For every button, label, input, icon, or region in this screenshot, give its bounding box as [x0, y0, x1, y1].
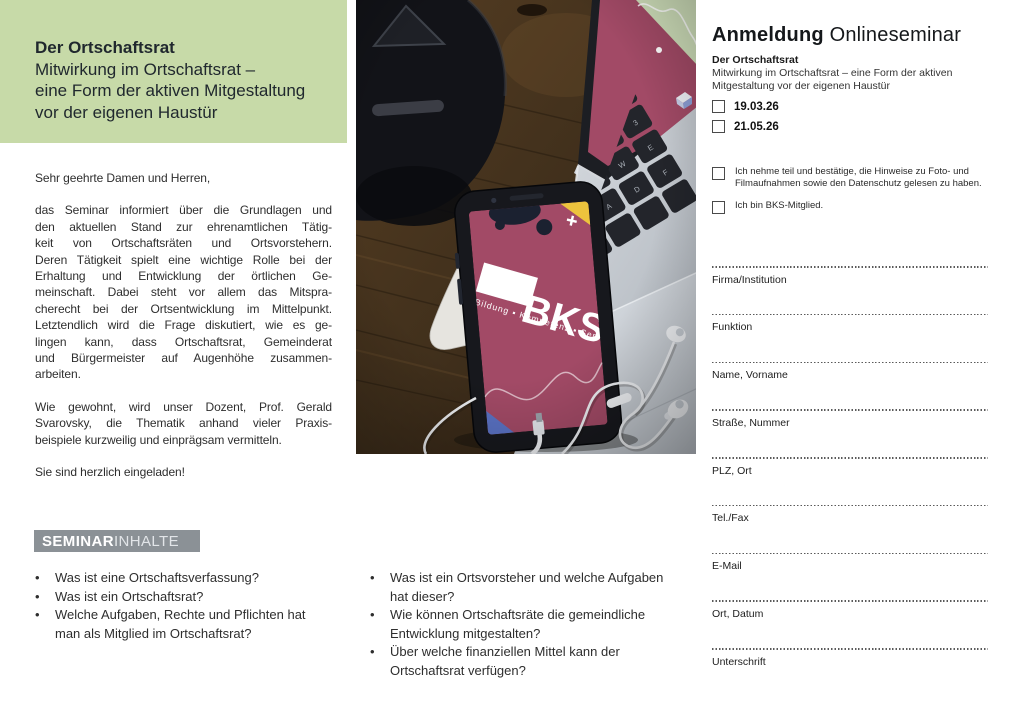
letter-line: meinschaft. Dabei steht vor allem das Mitspra- [35, 285, 332, 300]
form-field [712, 409, 988, 429]
field-write-line[interactable] [712, 505, 988, 507]
letter-line: Sie sind herzlich eingeladen! [35, 465, 185, 480]
heading-light: INHALTE [113, 532, 180, 550]
seminar-subtitle-line: eine Form der aktiven Mitgestaltung [35, 81, 306, 100]
form-field [712, 600, 988, 620]
date-checkbox[interactable] [712, 120, 725, 133]
letter-line: Wie gewohnt, wird unser Dozent, Prof. Gerald [35, 399, 332, 414]
form-seminar-subtitle: Mitwirkung im Ortschaftsrat – eine Form der aktiven Mitgestaltung vor der eigenen Haustür [712, 67, 953, 92]
field-write-line[interactable] [712, 600, 988, 602]
field-write-line[interactable] [712, 409, 988, 411]
letter-line: und Bürgermeister auf Augenhöhe zusammen- [35, 351, 332, 366]
desk-photo-illustration [356, 0, 696, 454]
field-label: E-Mail [712, 560, 742, 573]
form-field [712, 362, 988, 382]
field-label: PLZ, Ort [712, 464, 752, 477]
seminar-subtitle-line: vor der eigenen Haustür [35, 102, 218, 122]
seminar-header [0, 0, 347, 143]
seminar-subtitle [35, 59, 337, 124]
bullet-item: • Wie können Ortschaftsräte die gemeindliche Entwicklung mitgestalten? [368, 606, 680, 643]
field-label: Funktion [712, 321, 753, 334]
field-label: Straße, Nummer [712, 416, 790, 429]
seminar-topics-left [33, 569, 313, 643]
consent-label: Ich nehme teil und bestätige, die Hinweise zu Foto- und Filmaufnahmen sowie den Datenschutz gelesen zu haben. [735, 166, 982, 189]
date-checkbox[interactable] [712, 100, 725, 113]
form-title-bold: Anmeldung [712, 24, 824, 46]
letter-line: das Seminar informiert über die Grundlagen und [35, 203, 332, 218]
form-field [712, 648, 988, 668]
consent-option [712, 200, 982, 214]
field-label: Firma/Institution [712, 273, 787, 286]
date-option [712, 120, 779, 133]
date-option [712, 100, 779, 113]
heading-bold: SEMINAR [42, 532, 114, 550]
bullet-item: • Was ist eine Ortschaftsverfassung? [33, 569, 313, 588]
date-options [712, 100, 779, 140]
field-write-line[interactable] [712, 648, 988, 650]
date-label: 21.05.26 [734, 120, 779, 133]
registration-form [712, 0, 988, 725]
seminarinhalte-heading [34, 530, 200, 552]
letter-line: Erhaltung und Entwicklung der örtlichen Ge- [35, 269, 332, 284]
field-write-line[interactable] [712, 266, 988, 268]
form-title-regular: Onlineseminar [829, 24, 962, 46]
form-seminar-title: Der Ortschaftsrat [712, 54, 799, 66]
letter [35, 170, 332, 497]
seminar-title: Der Ortschaftsrat [35, 38, 175, 57]
letter-line: arbeiten. [35, 367, 81, 382]
form-field [712, 266, 988, 286]
letter-line: Svarovsky, die Thematik anhand vieler Praxis- [35, 416, 332, 431]
seminar-topics-right [368, 569, 680, 681]
desk-photo [356, 0, 696, 454]
letter-line: den aktuellen Stand zur ehrenamtlichen Tätig- [35, 219, 332, 234]
bullet-item: • Welche Aufgaben, Rechte und Pflichten hat man als Mitglied im Ortschaftsrat? [33, 606, 313, 643]
letter-line: Letztendlich wird die Frage diskutiert, wie es ge- [35, 318, 332, 333]
letter-line: cherecht bei der Ortsentwicklung im Mittelpunkt. [35, 301, 332, 316]
form-field [712, 457, 988, 477]
letter-paragraph [35, 202, 332, 382]
consent-label: Ich bin BKS-Mitglied. [735, 200, 824, 211]
consent-option [712, 166, 982, 189]
seminar-subtitle-line: Mitwirkung im Ortschaftsrat – [35, 59, 256, 79]
field-write-line[interactable] [712, 553, 988, 555]
letter-paragraph [35, 170, 332, 186]
letter-line: beispiele kurzweilig und einprägsam vermitteln. [35, 432, 282, 447]
form-field [712, 505, 988, 525]
letter-line: lingen kann, dass Ortschaftsrat, Gemeinderat [35, 334, 332, 349]
consent-checkbox[interactable] [712, 167, 725, 180]
field-write-line[interactable] [712, 362, 988, 364]
bullet-item: • Was ist ein Ortschaftsrat? [33, 588, 313, 607]
field-label: Tel./Fax [712, 512, 749, 525]
date-label: 19.03.26 [734, 100, 779, 113]
field-write-line[interactable] [712, 314, 988, 316]
letter-paragraph [35, 399, 332, 448]
form-field [712, 553, 988, 573]
letter-paragraph [35, 464, 332, 480]
field-label: Unterschrift [712, 655, 766, 668]
bullet-item: • Über welche finanziellen Mittel kann der Ortschaftsrat verfügen? [368, 643, 680, 680]
form-seminar-info [712, 54, 988, 92]
field-label: Name, Vorname [712, 369, 788, 382]
letter-line: Sehr geehrte Damen und Herren, [35, 171, 211, 185]
field-write-line[interactable] [712, 457, 988, 459]
bullet-item: • Was ist ein Ortsvorsteher und welche Aufgaben hat dieser? [368, 569, 680, 606]
form-title [712, 24, 961, 47]
field-label: Ort, Datum [712, 607, 764, 620]
form-field [712, 314, 988, 334]
letter-line: Deren Tätigkeit spielt eine wichtige Rolle bei der [35, 252, 332, 267]
consent-checkbox[interactable] [712, 201, 725, 214]
consent-options [712, 166, 982, 225]
letter-line: keit von Ortschaftsräten und Ortsvorstehern. [35, 236, 332, 251]
